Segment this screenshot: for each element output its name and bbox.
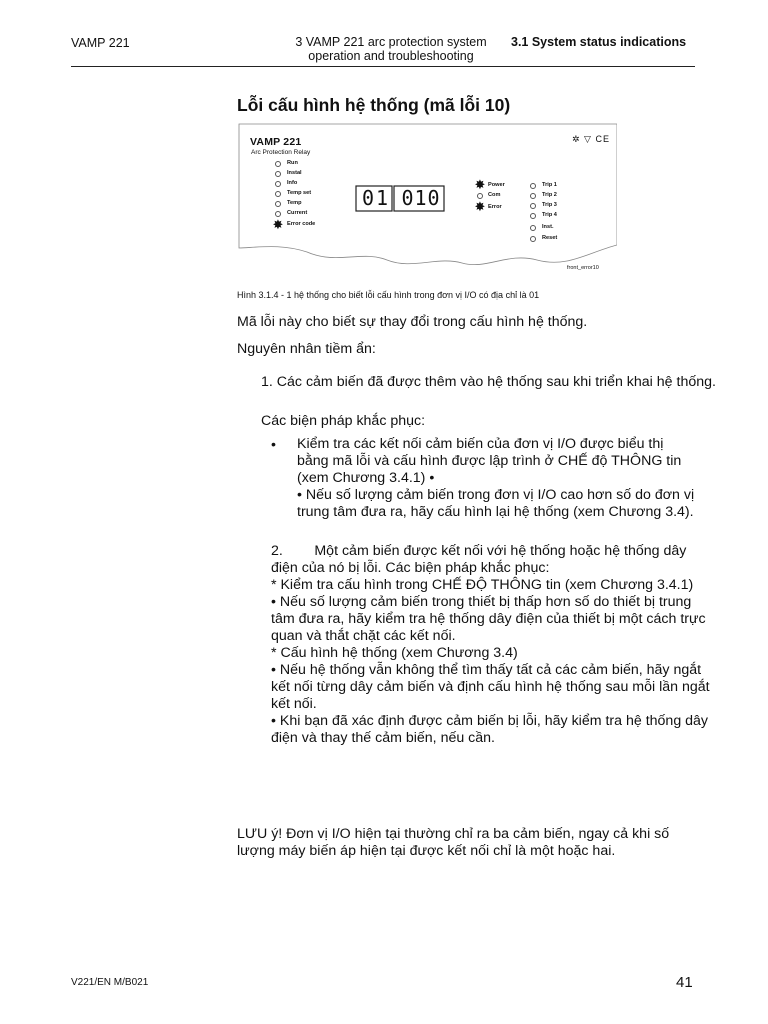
indicator-run	[275, 160, 365, 170]
indicator-label: Temp set	[287, 190, 312, 196]
header-chapter	[277, 35, 505, 63]
indicator-label: Instal	[287, 170, 302, 176]
cause-item-2-remedy-3: * Cấu hình hệ thống (xem Chương 3.4)	[271, 645, 518, 661]
indicator-label: Com	[488, 192, 501, 198]
indicator-label: Current	[287, 210, 308, 216]
bullet-marker: •	[271, 437, 276, 453]
page-number: 41	[676, 974, 693, 991]
header-chapter-line1: 3 VAMP 221 arc protection system	[295, 35, 487, 49]
display-error-code: 010	[401, 186, 441, 210]
figure-caption: Hình 3.1.4 - 1 hệ thống cho biết lỗi cấu hình trong đơn vị I/O có địa chỉ là 01	[237, 290, 540, 300]
certification-marks: ✲ ▽ CE	[572, 134, 610, 144]
header-chapter-line2: operation and troubleshooting	[308, 49, 474, 63]
indicator-label: Trip 2	[542, 192, 557, 198]
paragraph-causes-heading: Nguyên nhân tiềm ẩn:	[237, 341, 376, 357]
panel-title: VAMP 221	[250, 136, 302, 148]
header-product: VAMP 221	[71, 36, 130, 50]
display-address: 01	[361, 186, 391, 210]
indicator-label: Trip 4	[542, 212, 557, 218]
cause-item-2	[271, 543, 711, 747]
led-icon	[275, 161, 281, 167]
active-led-icon: ✸	[272, 217, 284, 232]
led-icon	[530, 193, 536, 199]
active-led-icon: ✸	[474, 199, 486, 214]
remedy-bullet-1: Kiểm tra các kết nối cảm biến của đơn vị I/O được biểu thị bằng mã lỗi và cấu hình được lập trình ở CHẾ độ THÔNG tin (xem Chương 3.4.1) •	[297, 436, 682, 486]
remedy-bullet-2: • Nếu số lượng cảm biến trong đơn vị I/O cao hơn số do đơn vị trung tâm đưa ra, hãy cấu hình lại hệ thống (xem Chương 3.4).	[297, 487, 695, 520]
led-icon	[530, 225, 536, 231]
indicator-error-code	[272, 217, 362, 232]
indicator-instal	[275, 170, 365, 180]
indicator-current	[275, 210, 365, 220]
cause-item-1: 1. Các cảm biến đã được thêm vào hệ thống sau khi triển khai hệ thống.	[261, 374, 716, 390]
led-icon	[275, 201, 281, 207]
indicator-label: Temp	[287, 200, 302, 206]
segment-display	[357, 186, 441, 210]
paragraph-description: Mã lỗi này cho biết sự thay đổi trong cấu hình hệ thống.	[237, 314, 588, 330]
cause-item-2-intro: 2. Một cảm biến được kết nối với hệ thống hoặc hệ thống dây điện của nó bị lỗi. Các biện pháp khắc phục:	[271, 543, 691, 576]
led-icon	[530, 203, 536, 209]
cause-item-2-remedy-2: • Nếu số lượng cảm biến trong thiết bị thấp hơn số do thiết bị trung tâm đưa ra, hãy kiểm tra hệ thống dây điện của thiết bị một cách trực quan và thắt chặt các kết nối.	[271, 594, 706, 644]
led-icon	[275, 191, 281, 197]
figure-file-code: front_error10	[567, 265, 599, 271]
led-icon	[530, 213, 536, 219]
cause-item-2-remedy-4: • Nếu hệ thống vẫn không thể tìm thấy tất cả các cảm biến, hãy ngắt kết nối từng dây cảm biến và định cấu hình hệ thống sau mỗi lần ngắt kết nối.	[271, 662, 710, 712]
indicator-label: Error code	[287, 221, 316, 227]
indicator-label: Reset	[542, 235, 558, 241]
footer-document-code: V221/EN M/B021	[71, 977, 149, 988]
indicator-inst	[530, 224, 580, 234]
indicator-label: Trip 3	[542, 202, 557, 208]
indicator-label: Inst.	[542, 224, 554, 230]
indicator-power	[474, 177, 524, 192]
indicator-info	[275, 180, 365, 190]
cause-item-2-remedy-5: • Khi bạn đã xác định được cảm biến bị lỗi, hãy kiểm tra hệ thống dây điện và thay thế cảm biến, nếu cần.	[271, 713, 709, 746]
indicator-trip-3	[530, 202, 580, 212]
header-rule	[71, 66, 695, 67]
note-paragraph: LƯU ý! Đơn vị I/O hiện tại thường chỉ ra ba cảm biến, ngay cả khi số lượng máy biến áp hiện tại được kết nối chỉ là một hoặc hai.	[237, 826, 670, 859]
led-icon	[530, 236, 536, 242]
led-icon	[530, 183, 536, 189]
indicator-label: Power	[488, 182, 505, 188]
led-icon	[275, 181, 281, 187]
indicator-label: Info	[287, 180, 298, 186]
indicator-trip-4	[530, 212, 580, 222]
led-icon	[275, 171, 281, 177]
indicator-temp	[275, 200, 365, 210]
header-section: 3.1 System status indications	[511, 35, 687, 49]
indicator-error	[474, 199, 524, 214]
indicator-trip-2	[530, 192, 580, 202]
cause-item-2-remedy-1: * Kiểm tra cấu hình trong CHẾ ĐỘ THÔNG tin (xem Chương 3.4.1)	[271, 577, 694, 593]
indicator-label: Error	[488, 204, 502, 210]
indicator-trip-1	[530, 182, 580, 192]
panel-subtitle: Arc Protection Relay	[251, 149, 311, 156]
active-led-icon: ✸	[474, 177, 486, 192]
section-title: Lỗi cấu hình hệ thống (mã lỗi 10)	[237, 95, 511, 115]
remedies-heading: Các biện pháp khắc phục:	[261, 413, 426, 429]
indicator-temp-set	[275, 190, 365, 200]
indicator-label: Run	[287, 160, 298, 166]
indicator-label: Trip 1	[542, 182, 557, 188]
indicator-reset	[530, 235, 580, 245]
